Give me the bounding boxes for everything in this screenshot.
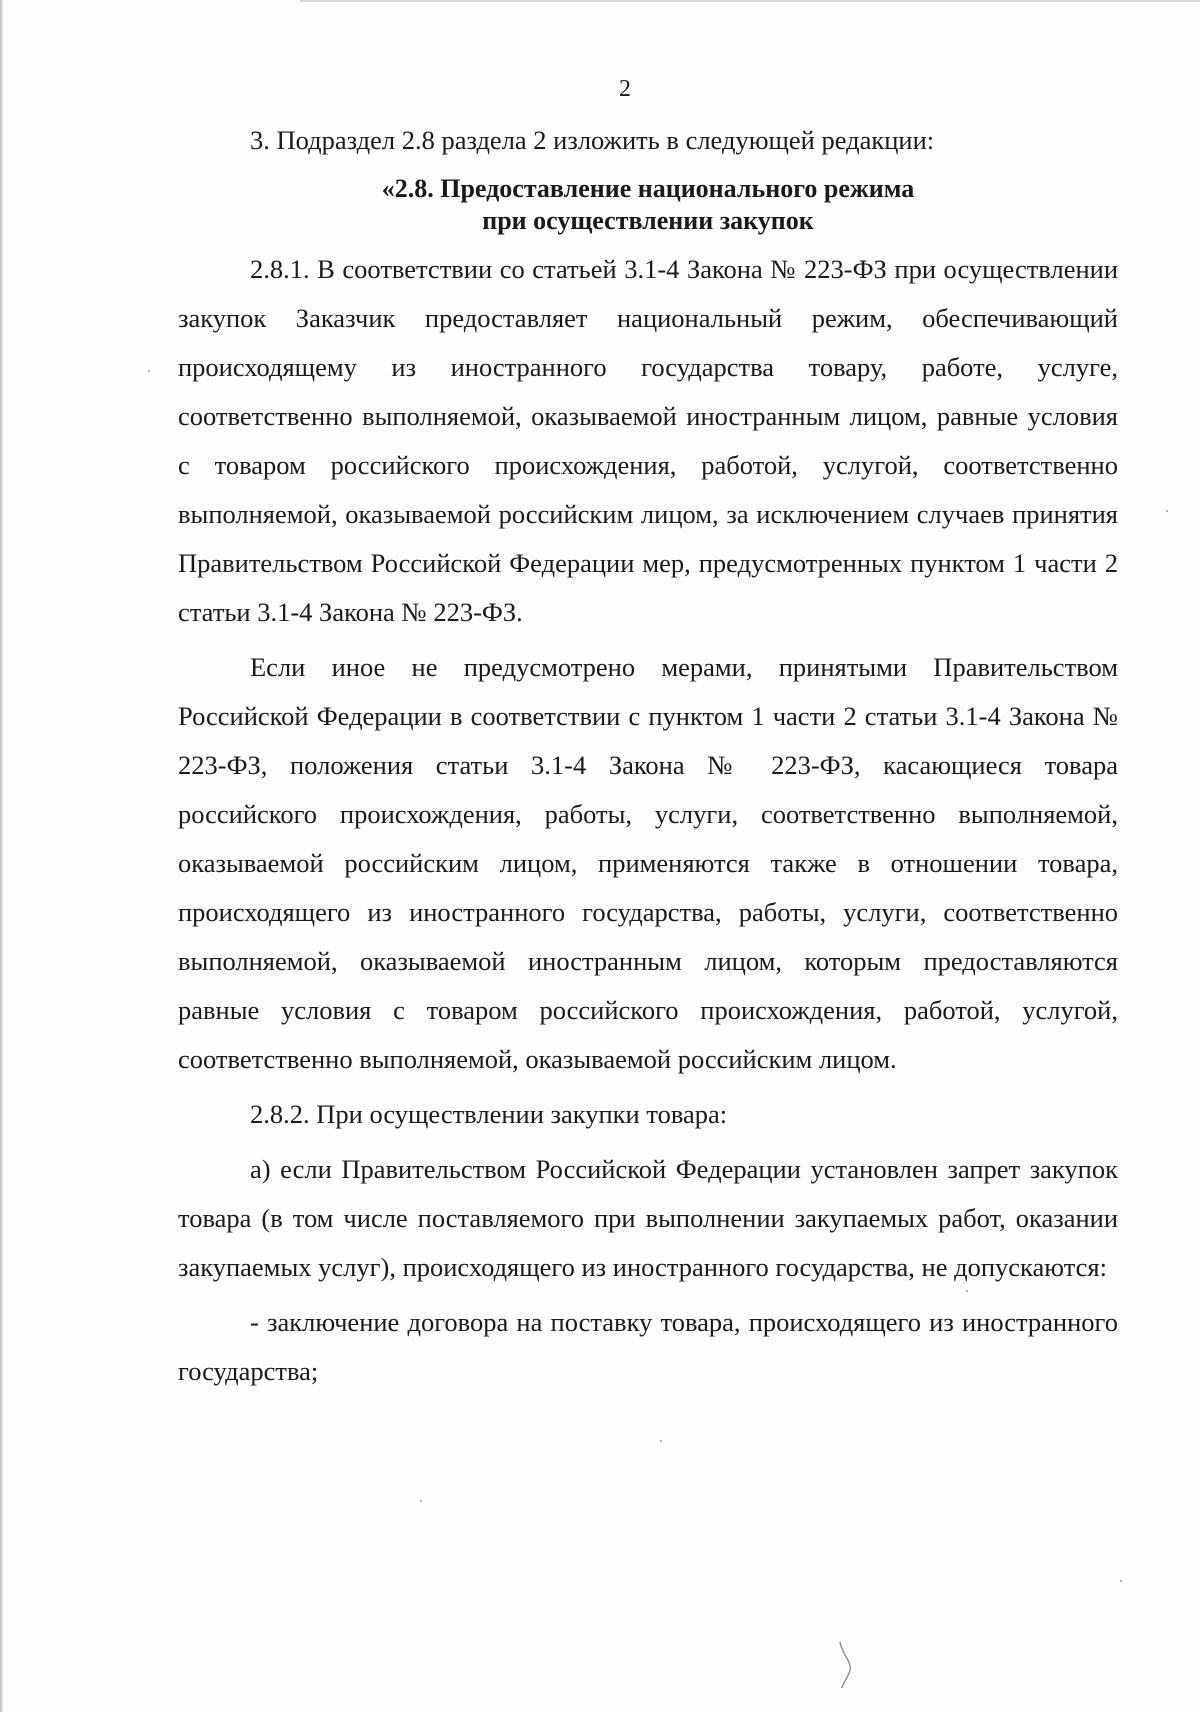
section-heading-line-2: при осуществлении закупок [482,206,814,235]
page-number: 2 [619,76,631,102]
amendment-intro: 3. Подраздел 2.8 раздела 2 изложить в следующей редакции: [250,125,935,155]
scan-speck [1120,1580,1122,1582]
document-body [178,116,1118,1396]
scan-speck [420,1500,422,1502]
section-heading-line-1: «2.8. Предоставление национального режима [381,174,915,203]
paragraph-dash-item: - заключение договора на поставку товара, происходящего из иностранного государства; [178,1307,1118,1386]
page-top-edge [300,0,1200,2]
page-left-edge [0,0,3,1712]
scan-speck [660,1440,662,1442]
scan-speck [966,1290,968,1292]
section-heading [178,173,1118,237]
paragraph-national-regime: Если иное не предусмотрено мерами, принятыми Правительством Российской Федерации в соответствии с пунктом 1 части 2 статьи 3.1-4 Закона № 223-ФЗ, положения статьи 3.1-4 Закона № 223-ФЗ, касающиеся товара российского происхождения, работы, услуги, соответственно выполняемой, оказываемой российским лицом, применяются также в отношении товара, происходящего из иностранного государства, работы, услуги, соответственно выполняемой, оказываемой иностранным лицом, которым предоставляются равные условия с товаром российского происхождения, работой, услугой, соответственно выполняемой, оказываемой российским лицом. [178,652,1118,1074]
scan-speck [1166,510,1168,512]
paragraph-2-8-2: 2.8.2. При осуществлении закупки товара: [250,1099,728,1129]
pen-mark [836,1640,856,1690]
paragraph-item-a: а) если Правительством Российской Федерации установлен запрет закупок товара (в том числе поставляемого при выполнении закупаемых работ, оказании закупаемых услуг), происходящего из иностранного государства, не допускаются: [178,1154,1118,1282]
scan-speck [148,370,150,372]
paragraph-2-8-1: 2.8.1. В соответствии со статьей 3.1-4 Закона № 223-ФЗ при осуществлении закупок Заказчик предоставляет национальный режим, обеспечивающий происходящему из иностранного государства товару, работе, услуге, соответственно выполняемой, оказываемой иностранным лицом, равные условия с товаром российского происхождения, работой, услугой, соответственно выполняемой, оказываемой российским лицом, за исключением случаев принятия Правительством Российской Федерации мер, предусмотренных пунктом 1 части 2 статьи 3.1-4 Закона № 223-ФЗ. [178,254,1118,627]
